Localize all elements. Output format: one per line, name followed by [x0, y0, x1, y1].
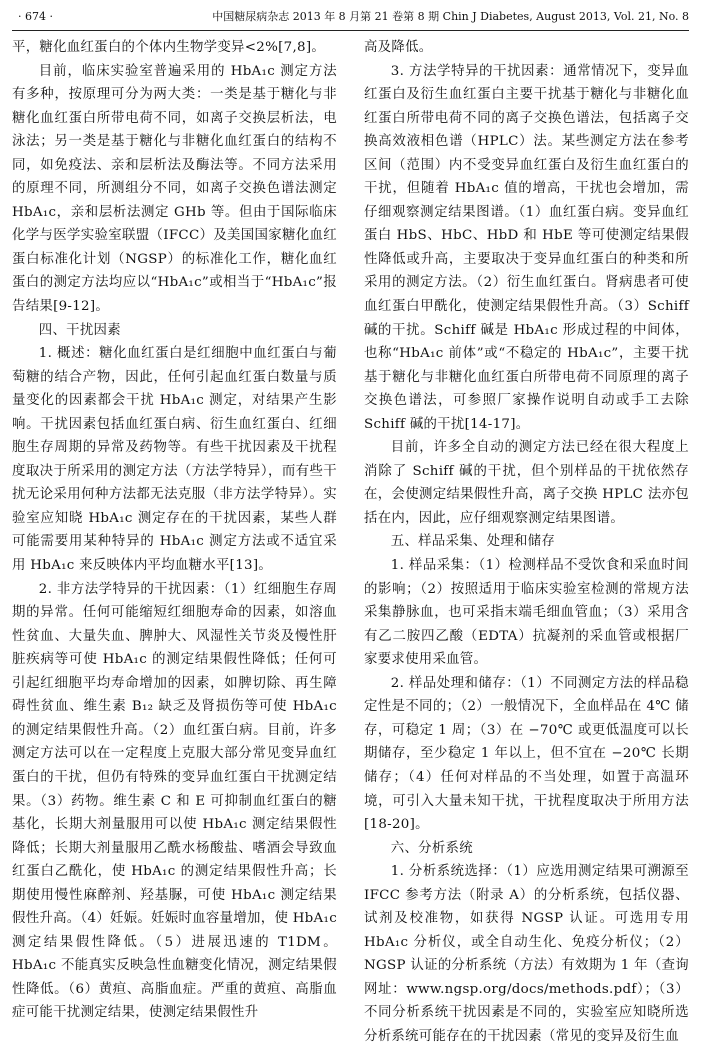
paragraph-sample-storage: 2. 样品处理和储存：（1）不同测定方法的样品稳定性是不同的；（2）一般情况下，全血样品在 4℃ 储存，可稳定 1 周；（3）在 −70℃ 或更低温度可以长期储存，至少稳定 1 年以上，但不宜在 −20℃ 长期储存；（4）任何对样品的不当处理，如置于高温环境，可引入大量未知干扰，干扰程度取决于所用方法[18-20]。: [364, 675, 689, 833]
header-rule: [12, 30, 689, 31]
paragraph-method-specific: 3. 方法学特异的干扰因素：通常情况下，变异血红蛋白及衍生血红蛋白主要干扰基于糖化与非糖化血红蛋白所带电荷不同的离子交换色谱法，包括离子交换高效液相色谱（HPLC）法。某些测定方法在参考区间（范围）内不受变异血红蛋白及衍生血红蛋白的干扰，但随着 HbA₁c 值的增高，干扰也会增加，需仔细观察测定结果图谱。（1）血红蛋白病。变异血红蛋白 HbS、HbC、HbD 和 HbE 等可使测定结果假性降低或升高，主要取决于变异血红蛋白的种类和所采用的测定方法。（2）衍生血红蛋白。肾病患者可使血红蛋白甲酰化，使测定结果假性升高。（3）Schiff 碱的干扰。Schiff 碱是 HbA₁c 形成过程的中间体，也称“HbA₁c 前体”或“不稳定的 HbA₁c”，主要干扰基于糖化与非糖化血红蛋白所带电荷不同原理的离子交换色谱法，可参照厂家操作说明自动或手工去除 Schiff 碱的干扰[14-17]。: [364, 63, 689, 432]
paragraph-overview: 1. 概述：糖化血红蛋白是红细胞中血红蛋白与葡萄糖的结合产物，因此，任何引起血红蛋白数量与质量变化的因素都会干扰 HbA₁c 测定，对结果产生影响。干扰因素包括血红蛋白病、衍生血红蛋白、红细胞生存周期的异常及药物等。有些干扰因素及干扰程度取决于所采用的测定方法（方法学特异），而有些干扰无论采用何种方法都无法克服（非方法学特异）。实验室应知晓 HbA₁c 测定存在的干扰因素，某些人群可能需要用某种特异的 HbA₁c 测定方法或不适宜采用 HbA₁c 来反映体内平均血糖水平[13]。: [12, 346, 337, 574]
section-heading-interference: 四、干扰因素: [38, 322, 121, 338]
page-number: · 674 ·: [18, 10, 53, 23]
section-heading-analysis-system: 六、分析系统: [390, 840, 473, 856]
paragraph-schiff-base: 目前，许多全自动的测定方法已经在很大程度上消除了 Schiff 碱的干扰，但个别样品的干扰依然存在，会使测定结果假性升高，离子交换 HPLC 法亦包括在内，因此，应仔细观察测定结果图谱。: [364, 440, 689, 526]
journal-running-title: 中国糖尿病杂志 2013 年 8 月第 21 卷第 8 期 Chin J Diabetes, August 2013, Vol. 21, No. 8: [212, 10, 689, 23]
right-column: [364, 36, 689, 1044]
paragraph-non-method-specific: 2. 非方法学特异的干扰因素：（1）红细胞生存周期的异常。任何可能缩短红细胞寿命的因素，如溶血性贫血、大量失血、脾肿大、风湿性关节炎及慢性肝脏疾病等可使 HbA₁c 的测定结果假性降低；任何可引起红细胞平均寿命增加的因素，如脾切除、再生障碍性贫血、维生素 B₁₂ 缺乏及肾损伤等可使 HbA₁c 的测定结果假性升高。（2）血红蛋白病。目前，许多测定方法可以在一定程度上克服大部分常见变异血红蛋白的干扰，但仍有特殊的变异血红蛋白干扰测定结果。（3）药物。维生素 C 和 E 可抑制血红蛋白的糖基化，长期大剂量服用可以使 HbA₁c 测定结果假性降低；长期大剂量服用乙酰水杨酸盐、嗜酒会导致血红蛋白乙酰化，使 HbA₁c 的测定结果假性升高；长期使用慢性麻醉剂、羟基脲，可使 HbA₁c 测定结果假性升高。（4）妊娠。妊娠时血容量增加，使 HbA₁c 测定结果假性降低。（5）进展迅速的 T1DM。HbA₁c 不能真实反映急性血糖变化情况，测定结果假性降低。（6）黄疸、高脂血症。严重的黄疸、高脂血症可能干扰测定结果，使测定结果假性升: [12, 581, 337, 1021]
left-column: [12, 36, 337, 1021]
paragraph-continued: 平，糖化血红蛋白的个体内生物学变异<2%[7,8]。: [12, 40, 326, 55]
page-header: [12, 6, 689, 28]
paragraph-sample-collection: 1. 样品采集：（1）检测样品不受饮食和采血时间的影响；（2）按照适用于临床实验室检测的常规方法采集静脉血，也可采指末端毛细血管血；（3）采用含有乙二胺四乙酸（EDTA）抗凝剂的采血管或根据厂家要求使用采血管。: [364, 558, 689, 668]
paragraph-system-selection: 1. 分析系统选择：（1）应选用测定结果可溯源至 IFCC 参考方法（附录 A）的分析系统，包括仪器、试剂及校准物，如获得 NGSP 认证。可选用专用 HbA₁c 分析仪，或全自动生化、免疫分析仪；（2）NGSP 认证的分析系统（方法）有效期为 1 年（查询网址：www.ngsp.org/docs/methods.pdf）；（3）不同分析系统干扰因素是不同的，实验室应知晓所选分析系统可能存在的干扰因素（常见的变异及衍生血: [364, 864, 689, 1044]
paragraph-methods-overview: 目前，临床实验室普遍采用的 HbA₁c 测定方法有多种，按原理可分为两大类：一类是基于糖化与非糖化血红蛋白所带电荷不同，如离子交换层析法，电泳法；另一类是基于糖化与非糖化血红蛋白的结构不同，如免疫法、亲和层析法及酶法等。不同方法采用的原理不同，所测组分不同，如离子交换色谱法测定 HbA₁c，亲和层析法测定 GHb 等。但由于国际临床化学与医学实验室联盟（IFCC）及美国国家糖化血红蛋白标准化计划（NGSP）的标准化工作，糖化血红蛋白的测定方法均应以“HbA₁c”或相当于“HbA₁c”报告结果[9-12]。: [12, 63, 337, 315]
section-heading-sample: 五、样品采集、处理和储存: [390, 534, 556, 550]
paragraph-continued-right: 高及降低。: [364, 40, 433, 55]
